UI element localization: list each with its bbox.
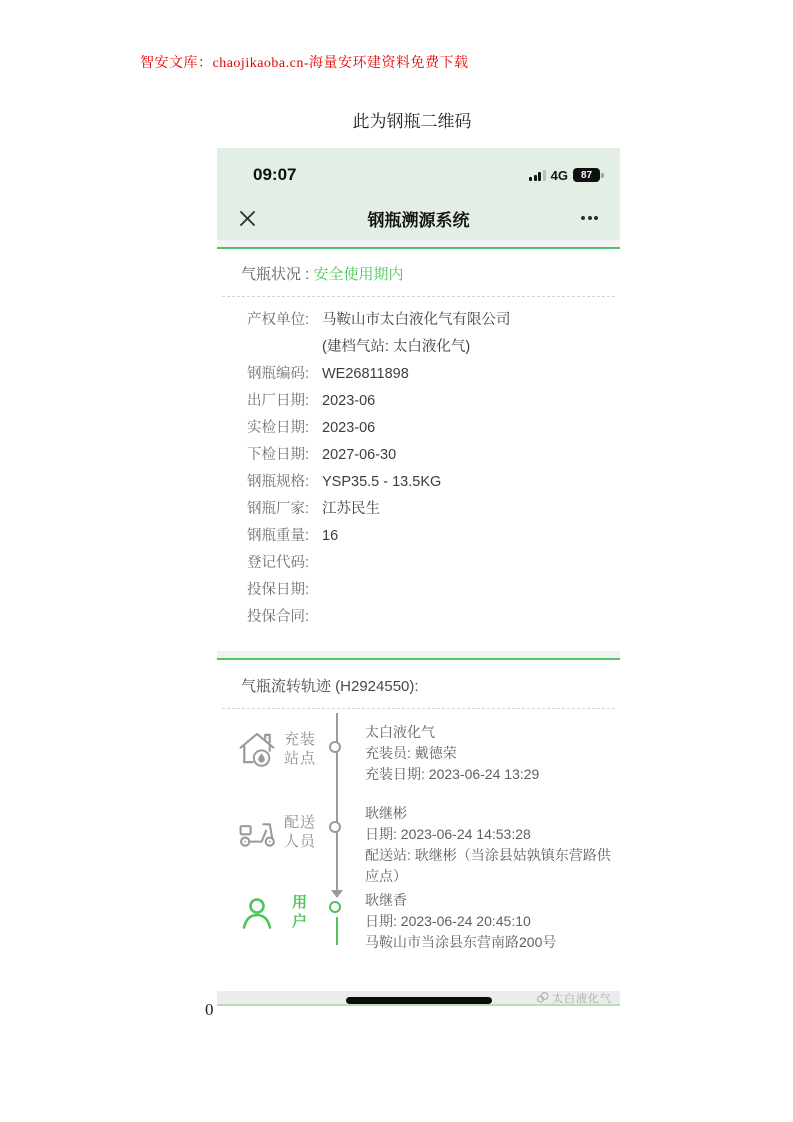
phone-screenshot (217, 148, 620, 1006)
info-row (247, 550, 602, 577)
watermark-text: 太白液化气 (552, 992, 612, 1005)
header-divider (217, 240, 620, 249)
timeline-step-label: 配送 人员 (283, 814, 316, 850)
status-bar (217, 148, 620, 196)
field-label: 出厂日期: (247, 393, 310, 409)
field-value: 16 (322, 528, 339, 544)
more-button[interactable] (554, 216, 598, 220)
section-divider (217, 651, 620, 660)
doc-caption: 此为钢瓶二维码 (352, 112, 472, 131)
field-label: 钢瓶重量: (247, 528, 310, 544)
user-icon (235, 895, 279, 931)
timeline-arrow-down-icon (331, 890, 343, 898)
detail-line: 日期: 2023-06-24 14:53:28 (365, 826, 531, 842)
detail-line: 日期: 2023-06-24 20:45:10 (365, 913, 531, 929)
nav-bar (217, 196, 620, 240)
timeline-step-details (365, 803, 612, 887)
detail-line: 马鞍山市当涂县东营南路200号 (365, 934, 557, 950)
info-row (247, 442, 602, 469)
timeline-line-active (336, 917, 338, 945)
field-label: 产权单位: (247, 312, 310, 328)
detail-line: 耿继香 (365, 892, 407, 908)
detail-line: 充装日期: 2023-06-24 13:29 (365, 766, 540, 782)
field-label: 钢瓶厂家: (247, 501, 310, 517)
field-value: 2027-06-30 (322, 447, 397, 463)
timeline-step-label: 用 户 (291, 894, 308, 930)
clock-time: 09:07 (253, 165, 297, 184)
info-row (247, 469, 602, 496)
cylinder-status-value: 安全使用期内 (313, 266, 404, 283)
timeline-step-details (365, 890, 612, 953)
watermark-logo-icon (536, 991, 549, 1004)
field-label: 投保合同: (247, 609, 310, 625)
cylinder-status-row (217, 249, 620, 284)
detail-line: 太白液化气 (365, 724, 435, 740)
cylinder-status-label: 气瓶状况 : (241, 266, 310, 283)
timeline-node (329, 741, 341, 753)
info-row (247, 577, 602, 604)
page-number: 0 (205, 1000, 214, 1019)
field-value: 马鞍山市太白液化气有限公司 (322, 312, 511, 328)
field-label: 登记代码: (247, 555, 310, 571)
field-label (247, 334, 322, 361)
timeline-step-details (365, 722, 612, 785)
info-row (247, 523, 602, 550)
info-row (247, 415, 602, 442)
timeline-line (336, 713, 338, 893)
home-indicator[interactable] (346, 997, 492, 1004)
timeline-node (329, 821, 341, 833)
field-value: 江苏民生 (322, 501, 380, 517)
track-timeline (217, 709, 620, 987)
field-label: 投保日期: (247, 582, 310, 598)
close-button[interactable] (239, 210, 283, 227)
field-value: WE26811898 (322, 366, 409, 382)
field-label: 实检日期: (247, 420, 310, 436)
field-value: YSP35.5 - 13.5KG (322, 474, 442, 490)
field-value: (建档气站: 太白液化气) (322, 339, 471, 355)
more-icon (581, 216, 585, 220)
timeline-node-active (329, 901, 341, 913)
info-row (247, 307, 602, 334)
close-icon (239, 210, 256, 227)
cylinder-info-list (217, 297, 620, 631)
doc-header-note: 智安文库：chaojikaoba.cn-海量安环建资料免费下载 (140, 56, 469, 71)
field-label: 钢瓶编码: (247, 366, 310, 382)
field-value: 2023-06 (322, 393, 376, 409)
info-row (247, 604, 602, 631)
page-title: 钢瓶溯源系统 (367, 210, 470, 230)
field-value: 2023-06 (322, 420, 376, 436)
cellular-signal-icon (529, 170, 546, 181)
status-bar-right (529, 168, 604, 183)
info-row (247, 361, 602, 388)
field-label: 下检日期: (247, 447, 310, 463)
track-section-title: 气瓶流转轨迹 (H2924550): (241, 678, 419, 695)
detail-line: 配送站: 耿继彬（当涂县姑孰镇东营路供应点） (365, 847, 611, 884)
network-type-label: 4G (550, 167, 568, 183)
info-row (247, 334, 602, 361)
delivery-scooter-icon (235, 817, 279, 848)
detail-line: 充装员: 戴德荣 (365, 745, 457, 761)
filling-station-icon (235, 730, 279, 767)
info-row (247, 496, 602, 523)
info-row (247, 388, 602, 415)
timeline-step-label: 充装 站点 (283, 731, 316, 767)
battery-icon: 87 (573, 168, 600, 182)
field-label: 钢瓶规格: (247, 474, 310, 490)
detail-line: 耿继彬 (365, 805, 407, 821)
